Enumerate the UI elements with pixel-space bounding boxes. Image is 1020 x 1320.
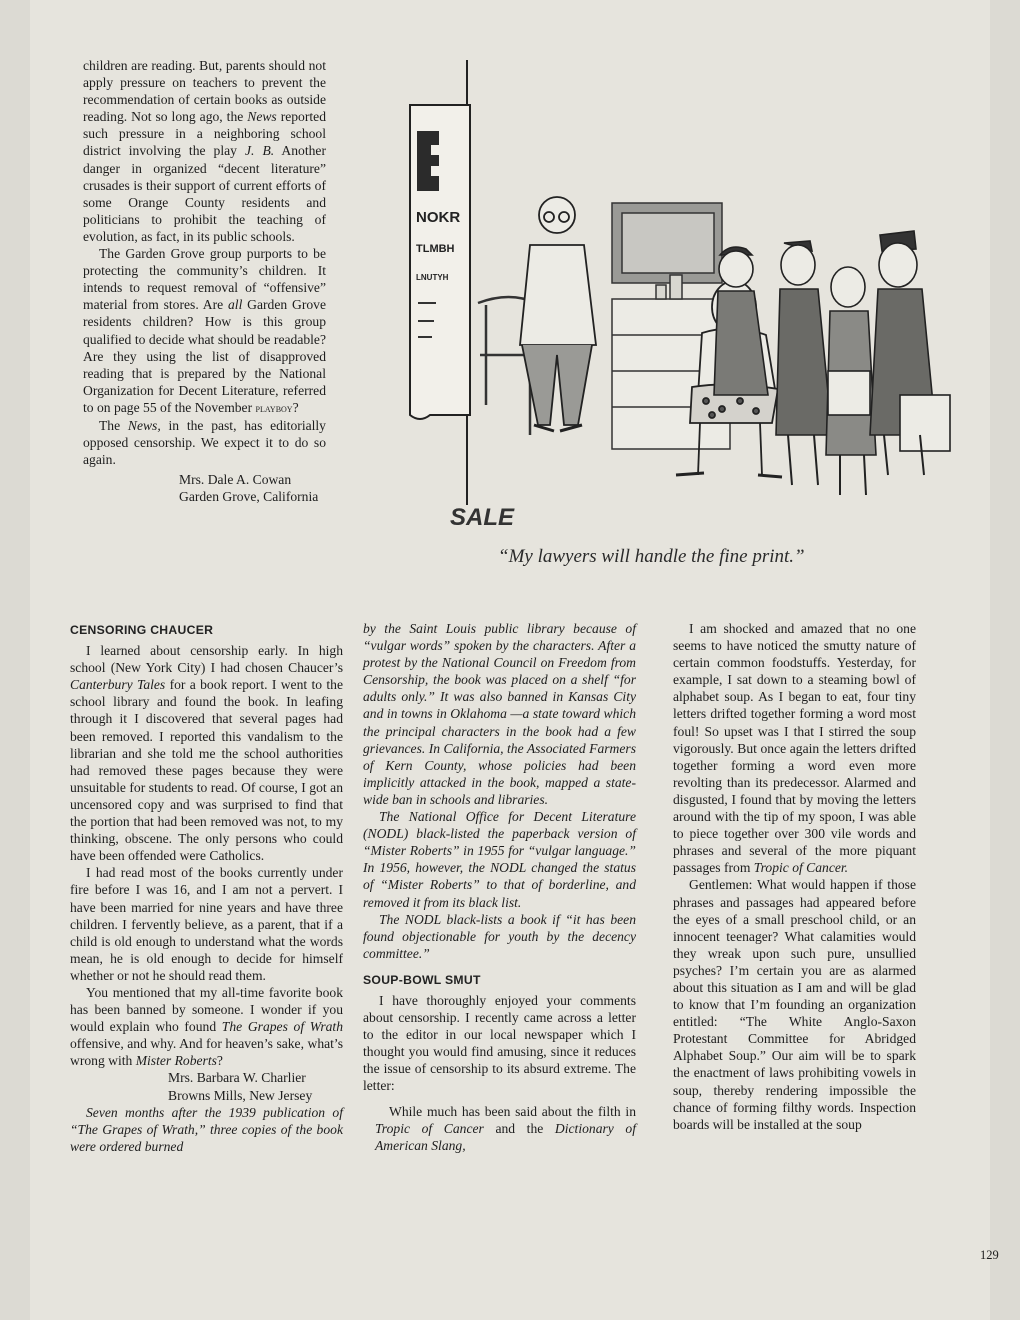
letter-column-1-top [83, 57, 326, 505]
quoted-letter: Gentlemen: What would happen if those phrases and passages had appeared before the eyes of a small preschool child, or an innocent teenager? What calamities would they wreak upon such pure, unsullied psyches? I’m certain you are as alarmed about this situation as I am and will be glad to know that I’m founding an organization entitled: “The White Anglo-Saxon Protestant Committee for Abridged Alphabet Soup.” Our aim will be to spark the enactment of laws prohibiting vowels in soup, thereby rendering impossible the chance of forming filthy words. Inspection boards will be installed at the soup [673, 877, 916, 1132]
letter-signature: Mrs. Dale A. Cowan Garden Grove, California [179, 472, 319, 505]
letter-column-1-bottom [70, 622, 343, 1155]
eye-chart-row: NOKR [416, 209, 461, 226]
section-heading: CENSORING CHAUCER [70, 623, 214, 637]
letter-column-3 [673, 620, 916, 1133]
paragraph: I learned about censorship early. In high school (New York City) I had chosen Chaucer’s Canterbury Tales for a book report. I went to the school library and found the book. In leafing through it I discovered that several pages had been removed. I reported this vandalism to the librarian and she told me the school authorities had removed these pages because they were unsuitable for students to read. Of course, I got an uncensored copy and was surprised to find that the portion that had been removed was not, to my thinking, obscene. The only persons who could have been offended were Catholics. [70, 643, 343, 864]
letter-column-2 [363, 620, 636, 1154]
editor-reply: The National Office for Decent Literature (NODL) black-listed the paperback version of “Mister Roberts” in 1955 for “vulgar language.” In 1956, however, the NODL changed the status of “Mister Roberts” to that of borderline, and removed it from its black list. [363, 809, 636, 910]
paragraph: The Garden Grove group purports to be protecting the community’s children. It intends to request removal of “offensive” material from stores. Are all Garden Grove residents children? How is this group qualified to decide what should be readable? Are they using the list of disapproved reading that is prepared by the National Organization for Decent Literature, referred to on page 55 of the November playboy? [83, 246, 326, 415]
section-heading: SOUP-BOWL SMUT [363, 972, 481, 987]
cartoon-caption: “My lawyers will handle the fine print.” [498, 546, 805, 567]
paragraph: I had read most of the books currently under fire before I was 16, and I am not a pervert. I have been married for nine years and have three children. I fervently believe, as a parent, that if a child is old enough to understand what the words mean, he is old enough to decide for himself whether or not he should read them. [70, 865, 343, 983]
paragraph: The News, in the past, has editorially opposed censorship. We expect it to do so again. [83, 417, 326, 468]
quoted-letter: While much has been said about the filth in Tropic of Cancer and the Dictionary of American Slang, [375, 1103, 637, 1153]
artist-signature: SALE [450, 504, 515, 525]
cartoon-illustration [400, 55, 960, 525]
paragraph: I have thoroughly enjoyed your comments about censorship. I recently came across a letter to the editor in our local newspaper which I thought you would find amusing, since it reduces the issue of censorship to its absurd extreme. The letter: [363, 992, 636, 1094]
magazine-page [30, 0, 999, 1320]
paragraph: You mentioned that my all-time favorite book has been banned by someone. I wonder if you would explain who found The Grapes of Wrath offensive, and why. And for heaven’s sake, what’s wrong with Mister Roberts? [70, 984, 343, 1069]
quoted-letter: I am shocked and amazed that no one seems to have noticed the smutty nature of certain common foodstuffs. Yesterday, for example, I sat down to a steaming bowl of alphabet soup. As I began to eat, four tiny letters drifted together forming a word most foul! So upset was I that I stirred the soup vigorously. But once again the letters drifted together forming a word even more revolting than its predecessor. Alarmed and disgusted, I found that by moving the letters around with the tip of my spoon, I was able to piece together over 300 vile words and phrases and several of the more piquant passages from Tropic of Cancer. [673, 621, 916, 876]
eye-chart-row: TLMBH [416, 243, 455, 255]
letter-signature: Mrs. Barbara W. Charlier Browns Mills, New Jersey [168, 1070, 313, 1103]
page-number: 129 [980, 1248, 999, 1262]
editor-reply: by the Saint Louis public library because of “vulgar words” spoken by the characters. After a protest by the National Council on Freedom from Censorship, the book was placed on a shelf “for adults only.” It was also banned in Kansas City and in towns in Oklahoma —a state toward which the principal characters in the book had a few grievances. In California, the Associated Farmers of Kern County, whose policies had been implicitly attacked in the book, mapped a state-wide ban in schools and libraries. [363, 621, 636, 807]
paragraph: children are reading. But, parents should not apply pressure on teachers to prevent the recommendation of certain books as outside reading. Not so long ago, the News reported such pressure in a neighboring school district involving the play J. B. Another danger in organized “decent literature” crusades is their support of current efforts of some Orange County residents and politicians to prohibit the teaching of evolution, as fact, in its public schools. [83, 58, 326, 244]
eye-chart-letter-e [417, 131, 439, 191]
eye-chart-row: LNUTYH [416, 273, 449, 282]
editor-reply: Seven months after the 1939 publication of “The Grapes of Wrath,” three copies of the book were ordered burned [70, 1104, 343, 1154]
editor-reply: The NODL black-lists a book if “it has been found objectionable for youth by the decency committee.” [363, 911, 636, 961]
